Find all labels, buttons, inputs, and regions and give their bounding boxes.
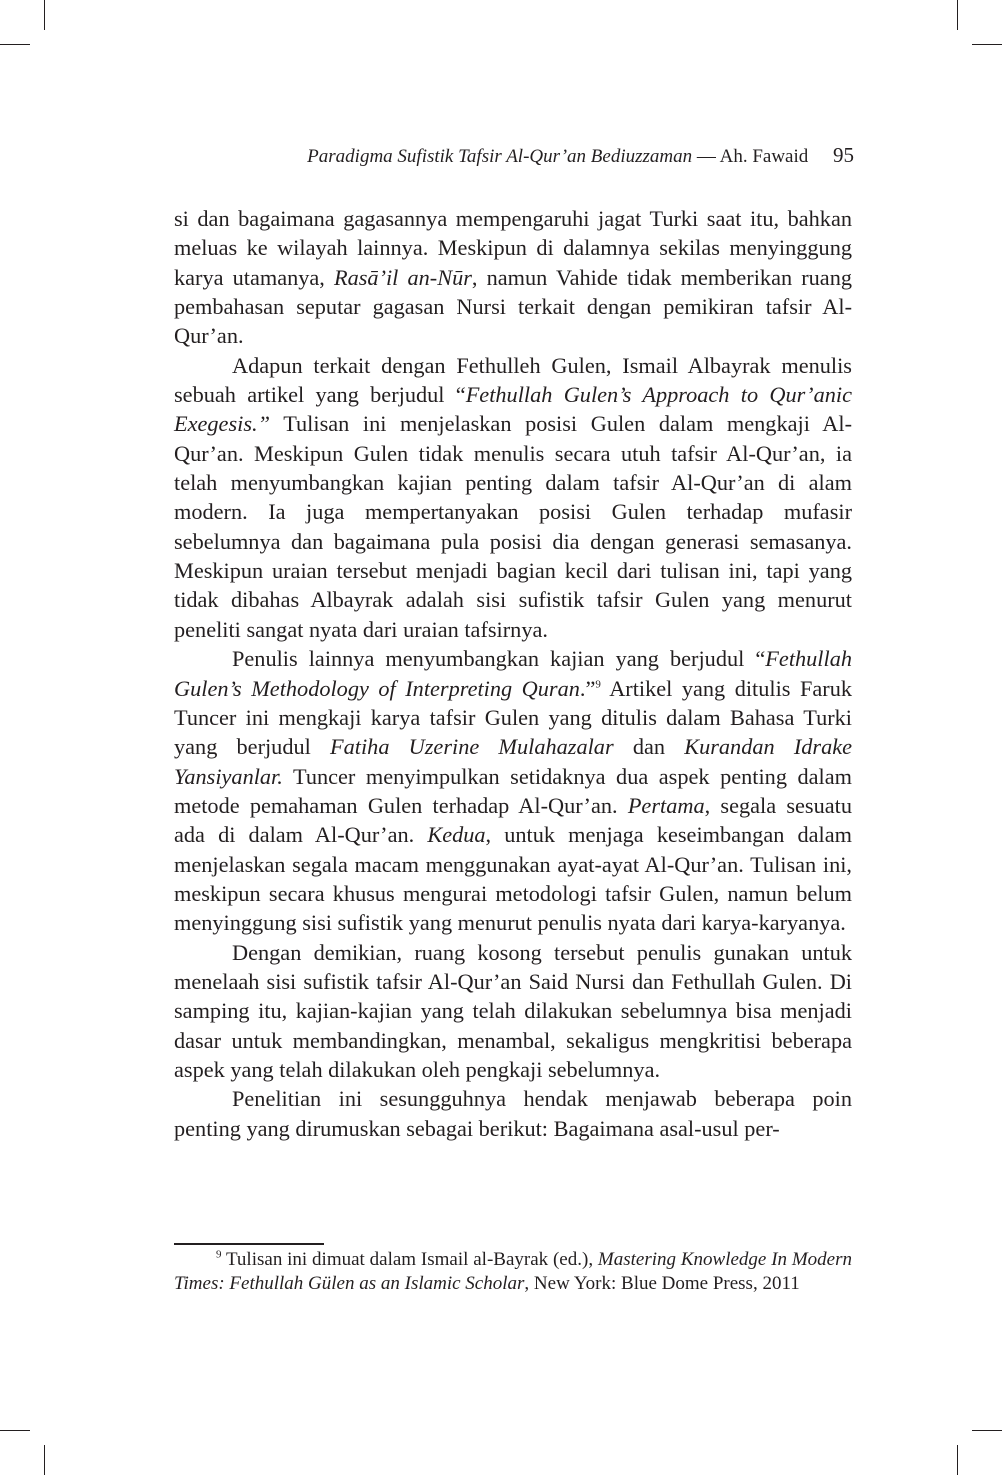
crop-mark-top-left-h — [0, 44, 30, 45]
italic-text: Fethullah Gulen’s Methodology of Interpreting Quran — [174, 646, 852, 701]
text-run: , New York: Blue Dome Press, 2011 — [524, 1272, 800, 1294]
crop-mark-bottom-right-h — [972, 1430, 1002, 1431]
text-run: , segala sesuatu ada di dalam Al-Qur’an. — [174, 792, 853, 848]
crop-mark-bottom-right — [957, 1445, 958, 1475]
running-header — [174, 143, 854, 169]
text-run: Dengan demikian, ruang kosong tersebut penulis gunakan untuk menelaah sisi sufistik tafsir Al-Qur’an Said Nursi dan Fethullah Gulen. Di samping itu, kajian-kajian yang telah dilakukan sebelumnya bisa menjadi dasar untuk membandingkan, menambal, sekaligus mengkritisi beberapa aspek yang telah dilakukan oleh pengkaji sebelumnya. — [174, 939, 852, 1082]
italic-text: Kedua — [427, 822, 486, 848]
text-run: Penulis lainnya menyumbangkan kajian yang berjudul “ — [232, 646, 766, 672]
footnote-divider — [174, 1243, 324, 1245]
text-run: Artikel yang ditulis Faruk Tuncer ini mengkaji karya tafsir Gulen yang ditulis dalam Bahasa Turki yang berjudul — [174, 675, 853, 760]
italic-text: Rasā’il an-Nūr — [333, 264, 472, 290]
crop-mark-bottom-left — [44, 1445, 45, 1475]
page-number: 95 — [833, 143, 854, 167]
italic-text: Mastering Knowledge In Modern Times: Fethullah Gülen as an Islamic Scholar — [174, 1249, 853, 1294]
crop-mark-top-right-h — [972, 44, 1002, 45]
text-run: , untuk menjaga keseimbangan dalam menjelaskan segala macam menggunakan ayat-ayat Al-Qur’an. Tulisan ini, meskipun secara khusus mengurai metodologi tafsir Gulen, namun belum menyinggung sisi sufistik yang menurut penulis nyata dari karya-karyanya. — [174, 822, 852, 936]
text-run: Adapun terkait dengan Fethulleh Gulen, Ismail Albayrak menulis sebuah artikel yang berjudul “ — [174, 352, 852, 408]
paragraph-1 — [174, 204, 852, 351]
footnote-ref: 9 — [595, 678, 601, 691]
paragraph-2 — [174, 351, 852, 644]
crop-mark-top-right — [957, 0, 958, 30]
text-run: si dan bagaimana gagasannya mempengaruhi jagat Turki saat itu, bahkan meluas ke wilayah lainnya. Meskipun di dalamnya sekilas menyinggung karya utamanya, — [174, 206, 852, 290]
text-run: Penelitian ini sesungguhnya hendak menjawab beberapa poin penting yang dirumuskan sebagai berikut: Bagaimana asal-usul per- — [174, 1086, 852, 1141]
footnote-ref: 9 — [216, 1248, 222, 1261]
body-text — [174, 204, 852, 1143]
running-title: Paradigma Sufistik Tafsir Al-Qur’an Bediuzzaman — [307, 146, 693, 167]
text-run: Tulisan ini menjelaskan posisi Gulen dalam mengkaji Al-Qur’an. Meskipun Gulen tidak menulis secara utuh tafsir Al-Qur’an, ia telah menyumbangkan kajian penting dalam tafsir Al-Qur’an di alam modern. Ia juga mempertanyakan posisi Gulen terhadap mufasir sebelumnya dan bagaimana pula posisi dia dengan generasi semasanya. Meskipun uraian tersebut menjadi bagian kecil dari tulisan ini, tapi yang tidak dibahas Albayrak adalah sisi sufistik tafsir Gulen yang menurut peneliti sangat nyata dari uraian tafsirnya. — [174, 411, 852, 642]
italic-text: Pertama — [627, 792, 705, 818]
text-run: .” — [579, 675, 596, 701]
footnote-9 — [174, 1248, 852, 1295]
italic-text: Fethullah Gulen’s Approach to Qur’anic Exegesis.” — [174, 382, 852, 437]
italic-text: Kurandan Idrake Yansiyanlar. — [174, 734, 853, 789]
crop-mark-top-left — [44, 0, 45, 30]
crop-mark-bottom-left-h — [0, 1430, 30, 1431]
paragraph-3 — [174, 644, 852, 937]
text-run: dan — [613, 734, 685, 760]
text-run: Tulisan ini dimuat dalam Ismail al-Bayrak (ed.), — [221, 1249, 598, 1270]
running-author: — Ah. Fawaid — [696, 146, 809, 167]
paragraph-5 — [174, 1084, 852, 1143]
text-run: Tuncer menyimpulkan setidaknya dua aspek penting dalam metode pemahaman Gulen terhadap Al-Qur’an. — [174, 763, 852, 818]
paragraph-4 — [174, 938, 852, 1085]
text-run: , namun Vahide tidak memberikan ruang pembahasan seputar gagasan Nursi terkait dengan pemikiran tafsir Al-Qur’an. — [174, 264, 852, 349]
italic-text: Fatiha Uzerine Mulahazalar — [330, 734, 614, 760]
